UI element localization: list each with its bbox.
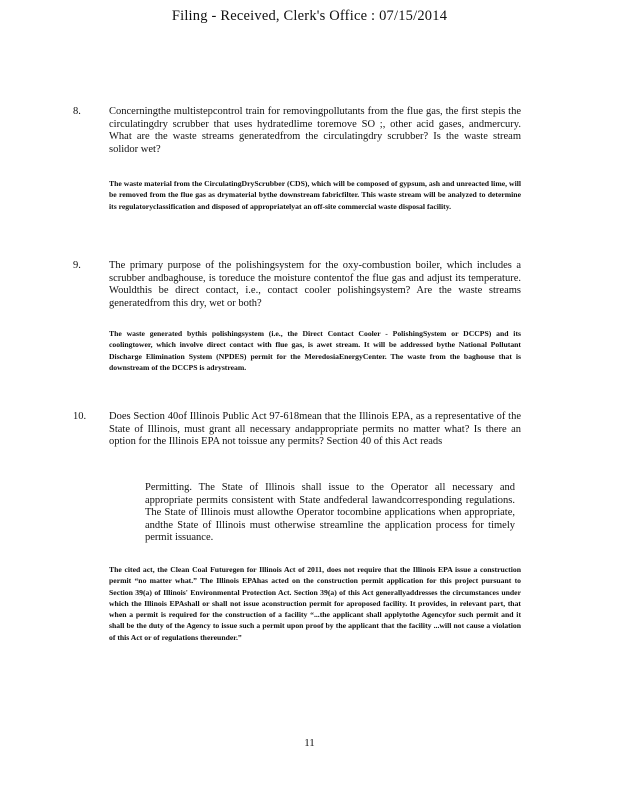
answer-text: The waste generated bythis polishingsystem (i.e., the Direct Contact Cooler - PolishingSystem or DCCPS) and its coolingtower, which involve direct contact with flue gas, is awet stream. It will be addressed bythe National Pollutant Discharge Elimination System (NPDES) permit for the MeredosiaEnergyCenter. The waste from the baghouse that is downstream of the DCCPS is adrystream. <box>109 329 521 372</box>
item-number: 8. <box>73 106 81 117</box>
question-text: The primary purpose of the polishingsystem for the oxy-combustion boiler, which includes a scrubber andbaghouse, is toreduce the moisture contentof the flue gas and adjust its temperature. Wouldthis be direct contact, i.e., contact cooler polishingsystem? Are the waste streams generatedfrom this dry, wet or both? <box>109 260 521 309</box>
answer-text: The cited act, the Clean Coal Futuregen for Illinois Act of 2011, does not require that the Illinois EPA issue a construction permit “no matter what.” The Illinois EPAhas acted on the construction permit application for this project pursuant to Section 39(a) of Illinois' Environmental Protection Act. Section 39(a) of this Act generallyaddresses the circumstances under which the Illinois EPAshall or shall not issue aconstruction permit for aproposed facility. It provides, in relevant part, that when a permit is required for the construction of a facility “...the applicant shall applytothe Agencyfor such permit and it shall be the duty of the Agency to issue such a permit upon proof by the applicant that the facility ...will not cause a violation of this Act or of regulations thereunder.” <box>109 565 521 642</box>
quoted-act-section: Permitting. The State of Illinois shall issue to the Operator all necessary and appropriate permits consistent with State andfederal lawandcorresponding regulations. The State of Illinois must allowthe Operator tocombine applications when appropriate, andthe State of Illinois must otherwise streamline the application process for timely permit issuance. <box>145 482 515 544</box>
item-number: 9. <box>73 260 81 271</box>
answer-text: The waste material from the CirculatingDryScrubber (CDS), which will be composed of gypsum, ash and unreacted lime, will be removed from the flue gas as drymaterial bythe downstream fabricfilter. This waste stream will be analyzed to determine its regulatoryclassification and disposed of appropriatelyat an off-site commercial waste disposal facility. <box>109 179 521 211</box>
item-number: 10. <box>73 411 87 422</box>
question-text: Concerningthe multistepcontrol train for removingpollutants from the flue gas, the first stepis the circulatingdry scrubber that uses hydratedlime toremove SO ;, other acid gases, andmercury. What are the waste streams generatedfrom the circulatingdry scrubber? Is the waste stream solidor wet? <box>109 106 521 155</box>
page-number: 11 <box>304 737 315 749</box>
filing-stamp-header: Filing - Received, Clerk's Office : 07/15/2014 <box>171 8 448 24</box>
question-text: Does Section 40of Illinois Public Act 97-618mean that the Illinois EPA, as a representative of the State of Illinois, must grant all necessary andappropriate permits no matter what? Is there an option for the Illinois EPA not toissue any permits? Section 40 of this Act reads <box>109 411 521 448</box>
